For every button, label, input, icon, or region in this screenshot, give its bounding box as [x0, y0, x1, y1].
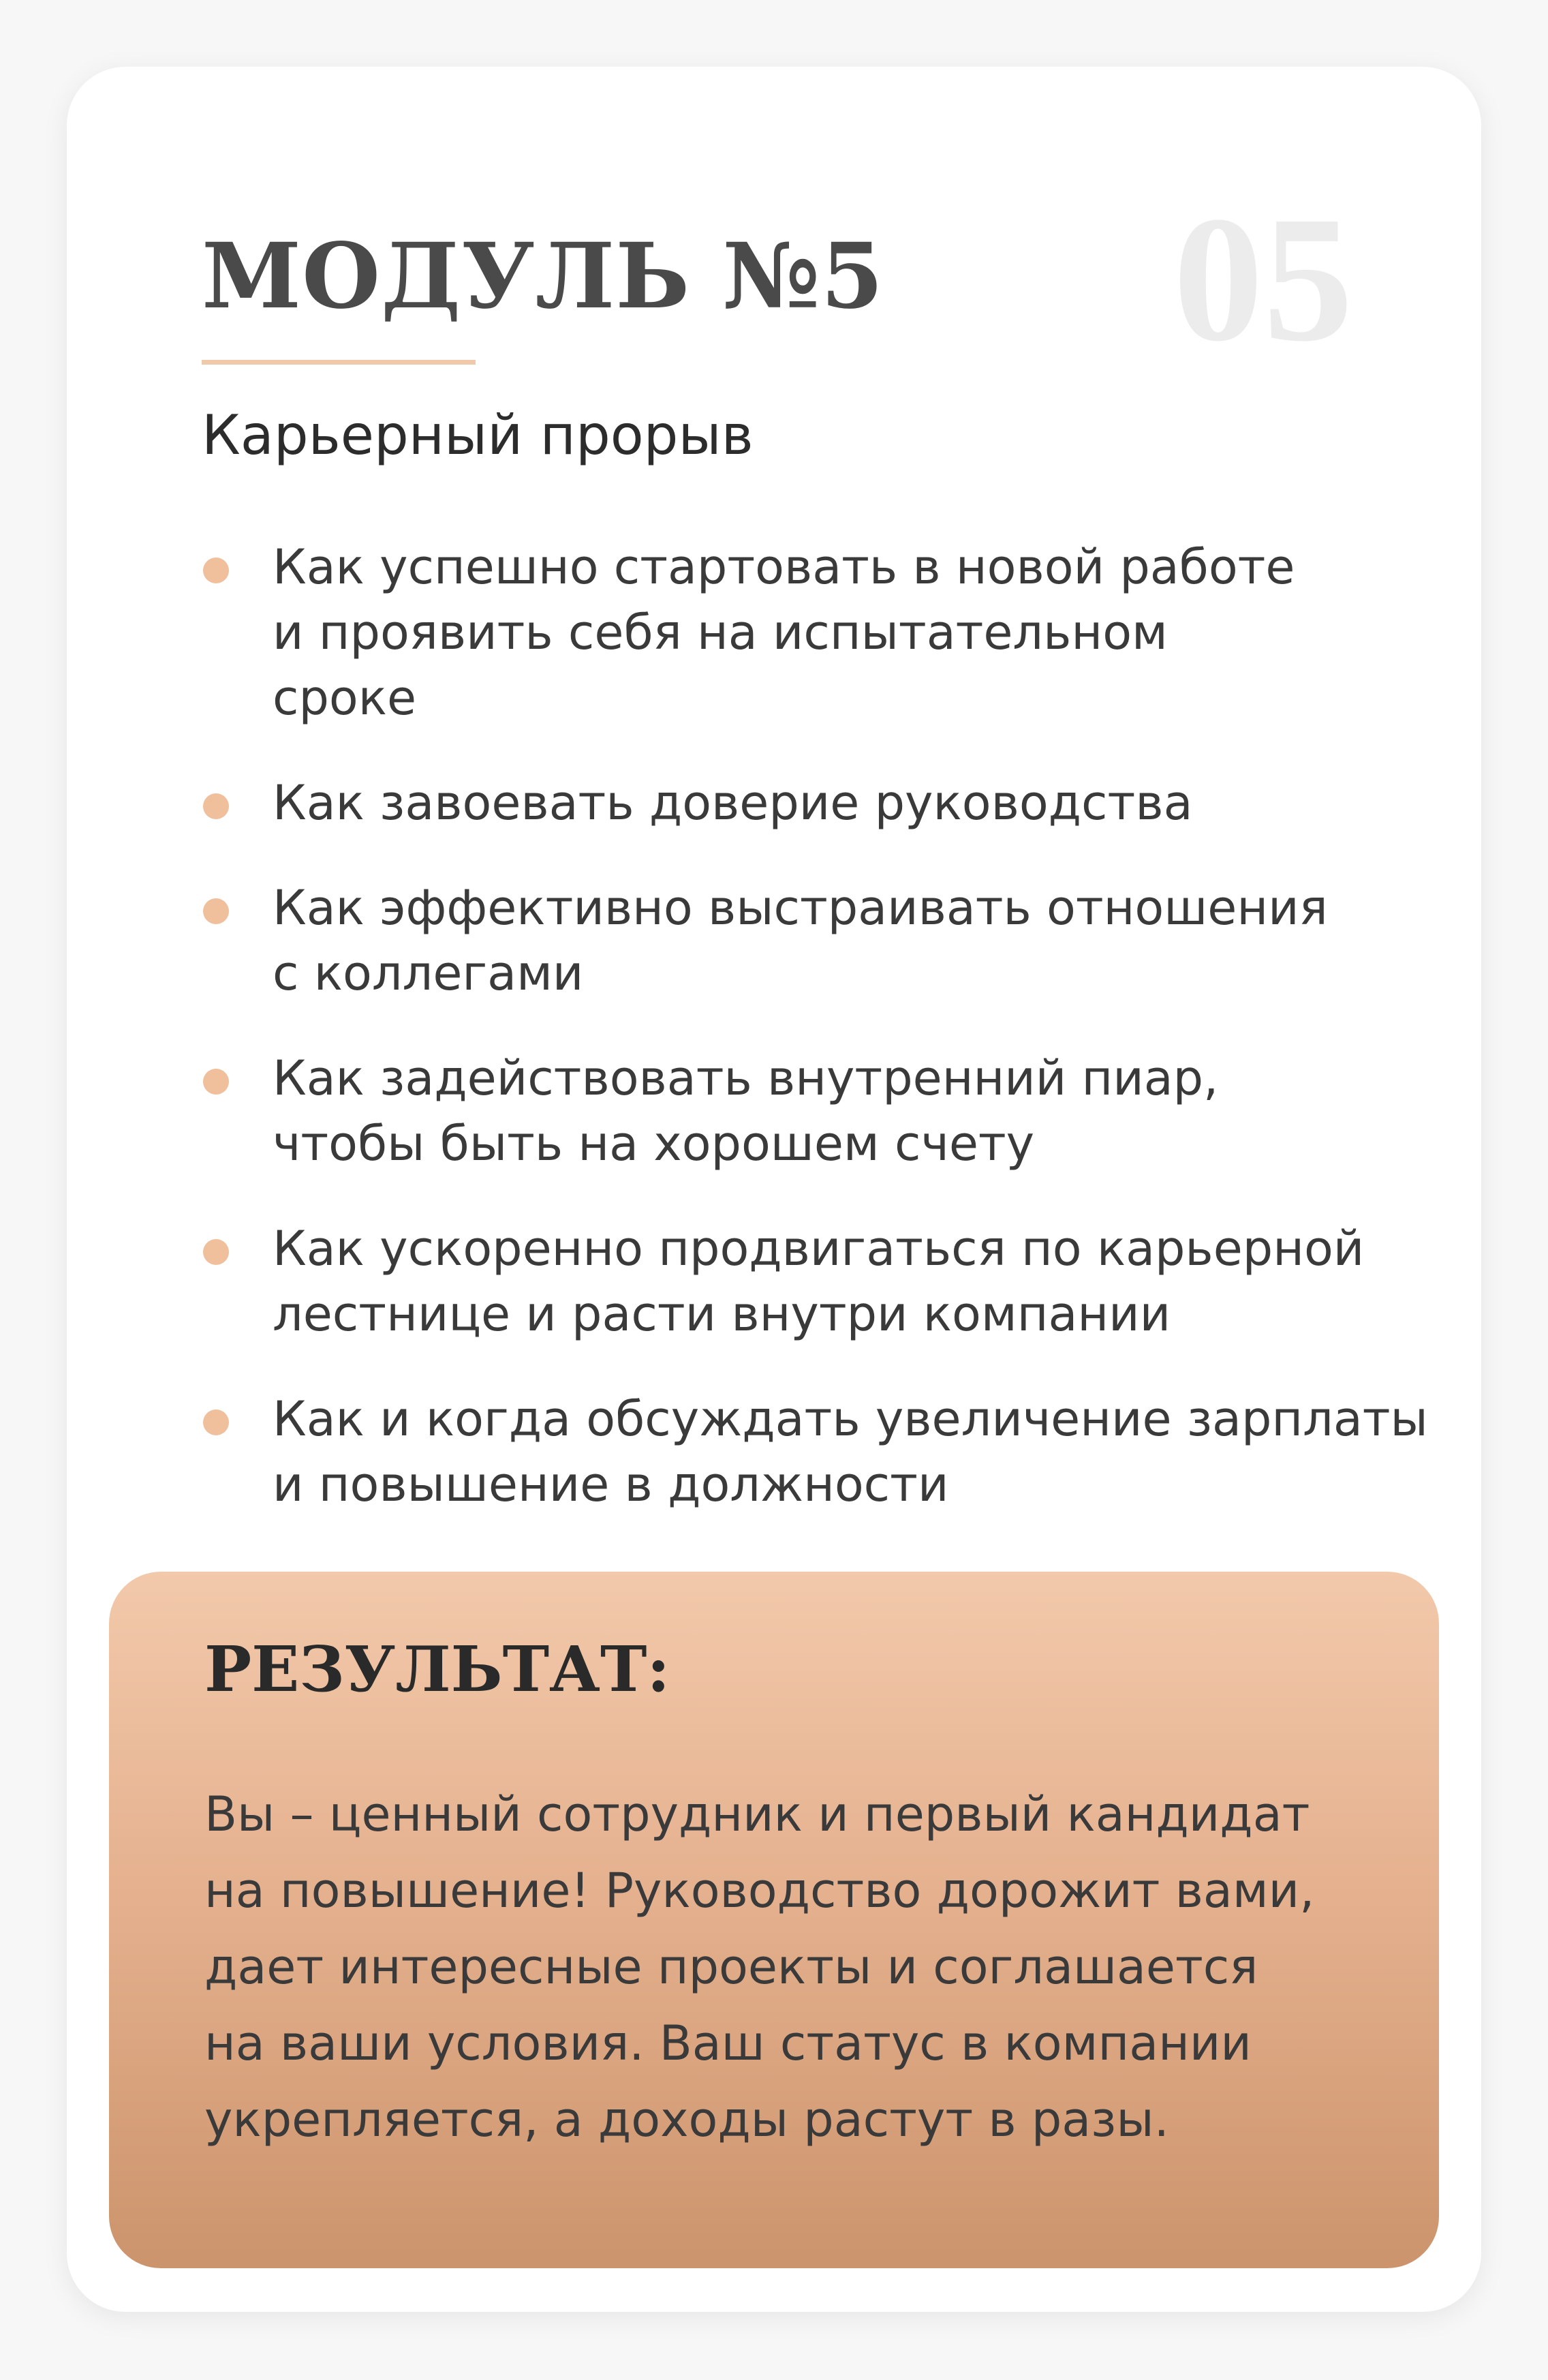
bullet-dot-icon: [203, 558, 229, 583]
bullet-dot-icon: [203, 1069, 229, 1095]
topic-item: [202, 875, 1503, 1006]
topic-item: [202, 770, 1503, 836]
topic-item: [202, 534, 1503, 731]
bullet-dot-icon: [203, 793, 229, 819]
module-number-watermark: 05: [1173, 180, 1353, 379]
topic-text: Как завоевать доверие руководства: [273, 775, 1193, 831]
topic-text: Как эффективно выстраивать отношения с коллегами: [273, 880, 1328, 1001]
topics-list: [202, 534, 1503, 1557]
topic-item: [202, 1216, 1503, 1347]
topic-item: [202, 1046, 1503, 1176]
module-subtitle: Карьерный прорыв: [202, 403, 754, 467]
topic-text: Как ускоренно продвигаться по карьерной лестнице и расти внутри компании: [273, 1221, 1365, 1342]
topic-text: Как задействовать внутренний пиар, чтобы быть на хорошем счету: [273, 1050, 1219, 1172]
bullet-dot-icon: [203, 1239, 229, 1265]
result-panel: [109, 1572, 1439, 2268]
topic-item: [202, 1386, 1503, 1517]
result-description: Вы – ценный сотрудник и первый кандидат на повышение! Руководство дорожит вами, дает интересные проекты и соглашается на ваши условия. Ваш статус в компании укрепляется, а доходы растут в разы.: [204, 1786, 1315, 2148]
bullet-dot-icon: [203, 898, 229, 924]
title-accent-divider: [202, 360, 476, 365]
module-title: МОДУЛЬ №5: [202, 224, 884, 329]
bullet-dot-icon: [203, 1409, 229, 1435]
topic-text: Как успешно стартовать в новой работе и проявить себя на испытательном сроке: [273, 539, 1295, 726]
topic-text: Как и когда обсуждать увеличение зарплаты и повышение в должности: [273, 1391, 1428, 1512]
result-heading: РЕЗУЛЬТАТ:: [204, 1632, 670, 1706]
